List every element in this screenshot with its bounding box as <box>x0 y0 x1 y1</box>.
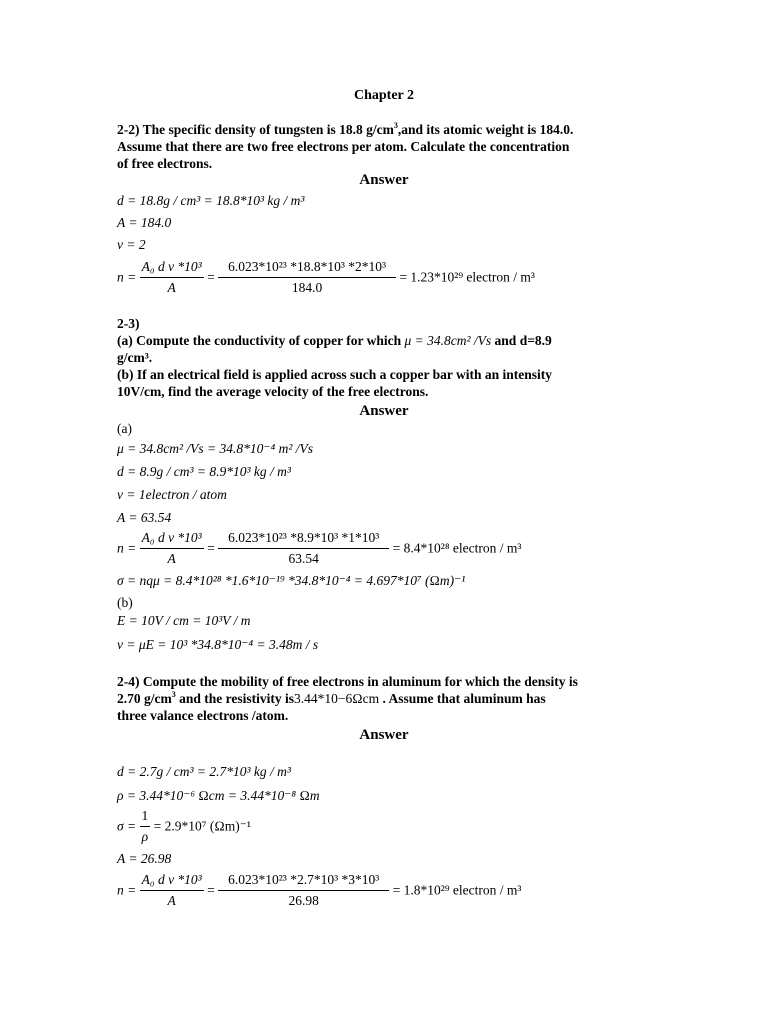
question-2-4 <box>117 673 657 724</box>
question-2-3 <box>117 315 657 400</box>
eq-2-2-concentration <box>117 259 535 296</box>
q22-line1-b: ,and its atomic weight is 184.0. <box>397 122 574 137</box>
fraction-general <box>140 530 204 567</box>
q23-heading: 2-3) <box>117 316 140 331</box>
fraction-denominator: A <box>167 893 176 908</box>
fraction-denominator: ρ <box>141 829 149 844</box>
equals-sign: = <box>207 540 215 556</box>
eq-2-4-resistivity: ρ = 3.44*10⁻⁶ Ωcm = 3.44*10⁻⁸ Ωm <box>117 788 320 803</box>
q24-line2-a: 2.70 g/cm <box>117 691 172 706</box>
label-part-a: (a) <box>117 421 132 436</box>
question-2-2 <box>117 121 657 172</box>
q22-line2: Assume that there are two free electrons per atom. Calculate the concentration <box>117 139 570 154</box>
q24-resistivity: 3.44*10−6Ωcm <box>294 691 380 706</box>
fraction-denominator: 63.54 <box>288 551 319 566</box>
q24-line1: 2-4) Compute the mobility of free electrons in aluminum for which the density is <box>117 674 578 689</box>
q24-line2-c: . Assume that aluminum has <box>379 691 546 706</box>
n-result: = 1.23*10²⁹ electron / m³ <box>399 269 535 285</box>
eq-2-2-density: d = 18.8g / cm³ = 18.8*10³ kg / m³ <box>117 193 305 208</box>
eq-2-3-concentration <box>117 530 521 567</box>
answer-heading-2-2: Answer <box>359 172 409 188</box>
n-lhs: n = <box>117 269 137 285</box>
q23-part-a-density: and d=8.9 <box>494 333 552 348</box>
fraction-numerator: 6.023*10²³ *18.8*10³ *2*10³ <box>218 259 396 278</box>
sigma-lhs: σ = <box>117 818 137 834</box>
q24-line2-b: and the resistivity is <box>175 691 295 706</box>
eq-2-4-concentration <box>117 872 521 909</box>
q23-mobility: μ = 34.8cm² /Vs <box>404 333 492 348</box>
q22-line1-a: 2-2) The specific density of tungsten is 18.8 g/cm <box>117 122 394 137</box>
fraction-substituted <box>218 530 389 567</box>
eq-2-4-conductivity <box>117 808 251 845</box>
q23-part-b-line2: 10V/cm, find the average velocity of the free electrons. <box>117 384 429 399</box>
sigma-result: = 2.9*10⁷ (Ωm)⁻¹ <box>153 818 251 834</box>
n-result: = 8.4*10²⁸ electron / m³ <box>392 540 522 556</box>
eq-2-3-density: d = 8.9g / cm³ = 8.9*10³ kg / m³ <box>117 464 291 479</box>
fraction-numerator: 6.023*10²³ *8.9*10³ *1*10³ <box>218 530 389 549</box>
fraction-substituted <box>218 872 389 909</box>
fraction-numerator: 6.023*10²³ *2.7*10³ *3*10³ <box>218 872 389 891</box>
eq-2-2-atomic-weight: A = 184.0 <box>117 215 172 230</box>
fraction-denominator: A <box>167 551 176 566</box>
fraction-denominator: 184.0 <box>291 280 323 295</box>
q24-line2-sup: 3 <box>171 690 176 699</box>
eq-2-4-atomic-weight: A = 26.98 <box>117 851 172 866</box>
fraction-numerator: A₀ d ν *10³ <box>140 530 204 549</box>
fraction-one-over-rho <box>140 808 151 845</box>
q22-line3: of free electrons. <box>117 156 213 171</box>
fraction-denominator: 26.98 <box>288 893 319 908</box>
label-part-b: (b) <box>117 595 133 610</box>
fraction-substituted <box>218 259 396 296</box>
equals-sign: = <box>207 882 215 898</box>
q22-line1-sup: 3 <box>393 121 398 130</box>
q23-part-b-line1: (b) If an electrical field is applied across such a copper bar with an intensity <box>117 367 553 382</box>
q24-line3: three valance electrons /atom. <box>117 708 289 723</box>
fraction-general <box>140 259 204 296</box>
n-lhs: n = <box>117 540 137 556</box>
fraction-denominator: A <box>167 280 176 295</box>
chapter-title: Chapter 2 <box>353 88 415 103</box>
eq-2-3-mobility: μ = 34.8cm² /Vs = 34.8*10⁻⁴ m² /Vs <box>117 441 314 456</box>
eq-2-3-field: E = 10V / cm = 10³V / m <box>117 613 251 628</box>
q23-part-a-line2: g/cm³. <box>117 350 153 365</box>
eq-2-3-velocity: v = μE = 10³ *34.8*10⁻⁴ = 3.48m / s <box>117 637 319 652</box>
n-result: = 1.8*10²⁹ electron / m³ <box>392 882 522 898</box>
eq-2-4-density: d = 2.7g / cm³ = 2.7*10³ kg / m³ <box>117 764 291 779</box>
eq-2-3-valence: ν = 1electron / atom <box>117 487 227 502</box>
fraction-numerator: A₀ d ν *10³ <box>140 259 204 278</box>
eq-2-3-atomic-weight: A = 63.54 <box>117 510 172 525</box>
answer-heading-2-3: Answer <box>359 403 409 419</box>
answer-heading-2-4: Answer <box>359 727 409 743</box>
fraction-general <box>140 872 204 909</box>
equals-sign: = <box>207 269 215 285</box>
eq-2-2-valence: ν = 2 <box>117 237 146 252</box>
eq-2-3-conductivity: σ = nqμ = 8.4*10²⁸ *1.6*10⁻¹⁹ *34.8*10⁻⁴ = 4.697*10⁷ (Ωm)⁻¹ <box>117 573 466 588</box>
fraction-numerator: 1 <box>140 808 151 827</box>
n-lhs: n = <box>117 882 137 898</box>
fraction-numerator: A₀ d ν *10³ <box>140 872 204 891</box>
q23-part-a: (a) Compute the conductivity of copper for which <box>117 333 402 348</box>
